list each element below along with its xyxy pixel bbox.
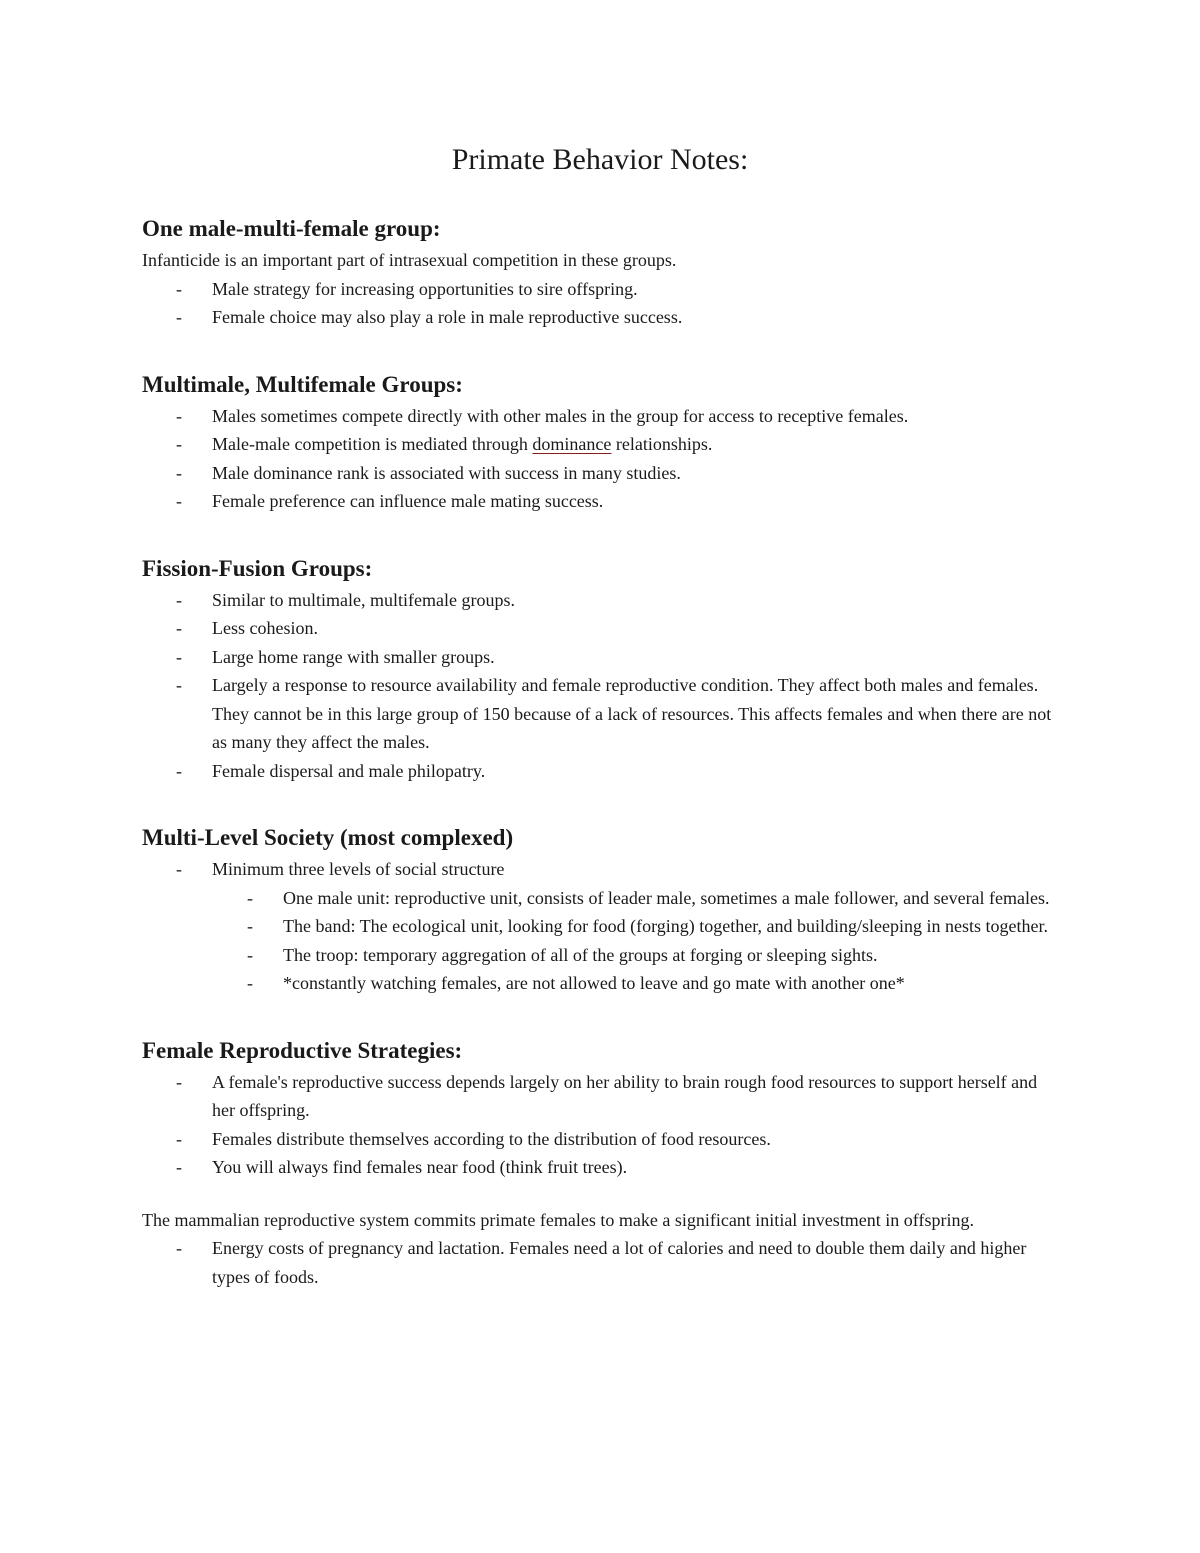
list-item: - Male dominance rank is associated with success in many studies. <box>142 459 1062 488</box>
list-item: - Less cohesion. <box>142 614 1062 643</box>
list-item: - Males sometimes compete directly with other males in the group for access to receptive females. <box>142 402 1062 431</box>
text-segment: Male-male competition is mediated through <box>212 434 533 454</box>
list-item: - Male strategy for increasing opportunities to sire offspring. <box>142 275 1062 304</box>
document-title: Primate Behavior Notes: <box>451 143 749 176</box>
bullet-list <box>142 402 1062 516</box>
list-item: - You will always find females near food (think fruit trees). <box>142 1153 1062 1182</box>
section-heading: Multi-Level Society (most complexed) <box>142 825 514 850</box>
list-item: - Females distribute themselves according to the distribution of food resources. <box>142 1125 1062 1154</box>
section-fission-fusion <box>142 552 1062 786</box>
bullet-list <box>142 1234 1062 1291</box>
bullet-list <box>142 275 1062 332</box>
bullet-list <box>142 1068 1062 1182</box>
list-item <box>142 430 1062 459</box>
list-item: - Female dispersal and male philopatry. <box>142 757 1062 786</box>
list-item: - Largely a response to resource availability and female reproductive condition. They affect both males and females. They cannot be in this large group of 150 because of a lack of resources. This affects females and when there are not as many they affect the males. <box>142 671 1062 757</box>
bullet-list <box>142 855 1062 884</box>
list-item: - A female's reproductive success depends largely on her ability to brain rough food resources to support herself and her offspring. <box>142 1068 1062 1125</box>
text-segment: relationships. <box>611 434 713 454</box>
section-paragraph: The mammalian reproductive system commits primate females to make a significant initial investment in offspring. <box>142 1209 974 1230</box>
sub-list-item: - *constantly watching females, are not allowed to leave and go mate with another one* <box>142 969 1062 998</box>
document-body <box>142 212 1062 1291</box>
sub-bullet-list <box>142 884 1062 998</box>
bullet-list <box>142 586 1062 786</box>
list-item: - Similar to multimale, multifemale groups. <box>142 586 1062 615</box>
list-item: - Female choice may also play a role in male reproductive success. <box>142 303 1062 332</box>
section-one-male-multi-female <box>142 212 1062 332</box>
section-multi-level-society <box>142 821 1062 998</box>
section-multimale-multifemale <box>142 368 1062 516</box>
section-heading: Fission-Fusion Groups: <box>142 555 373 581</box>
sub-list-item: - The band: The ecological unit, looking for food (forging) together, and building/sleeping in nests together. <box>142 912 1062 941</box>
section-heading: Female Reproductive Strategies: <box>142 1037 463 1063</box>
section-heading: One male-multi-female group: <box>142 216 441 241</box>
sub-list-item: - The troop: temporary aggregation of all of the groups at forging or sleeping sights. <box>142 941 1062 970</box>
underlined-word: dominance <box>532 434 612 454</box>
section-female-reproductive-strategies <box>142 1034 1062 1292</box>
list-item: - Minimum three levels of social structure <box>142 855 1062 884</box>
list-item: - Female preference can influence male mating success. <box>142 487 1062 516</box>
list-item: - Large home range with smaller groups. <box>142 643 1062 672</box>
section-intro: Infanticide is an important part of intrasexual competition in these groups. <box>142 250 677 270</box>
list-item: - Energy costs of pregnancy and lactation. Females need a lot of calories and need to double them daily and higher types of foods. <box>142 1234 1062 1291</box>
section-heading: Multimale, Multifemale Groups: <box>142 371 463 397</box>
sub-list-item: - One male unit: reproductive unit, consists of leader male, sometimes a male follower, and several females. <box>142 884 1062 913</box>
